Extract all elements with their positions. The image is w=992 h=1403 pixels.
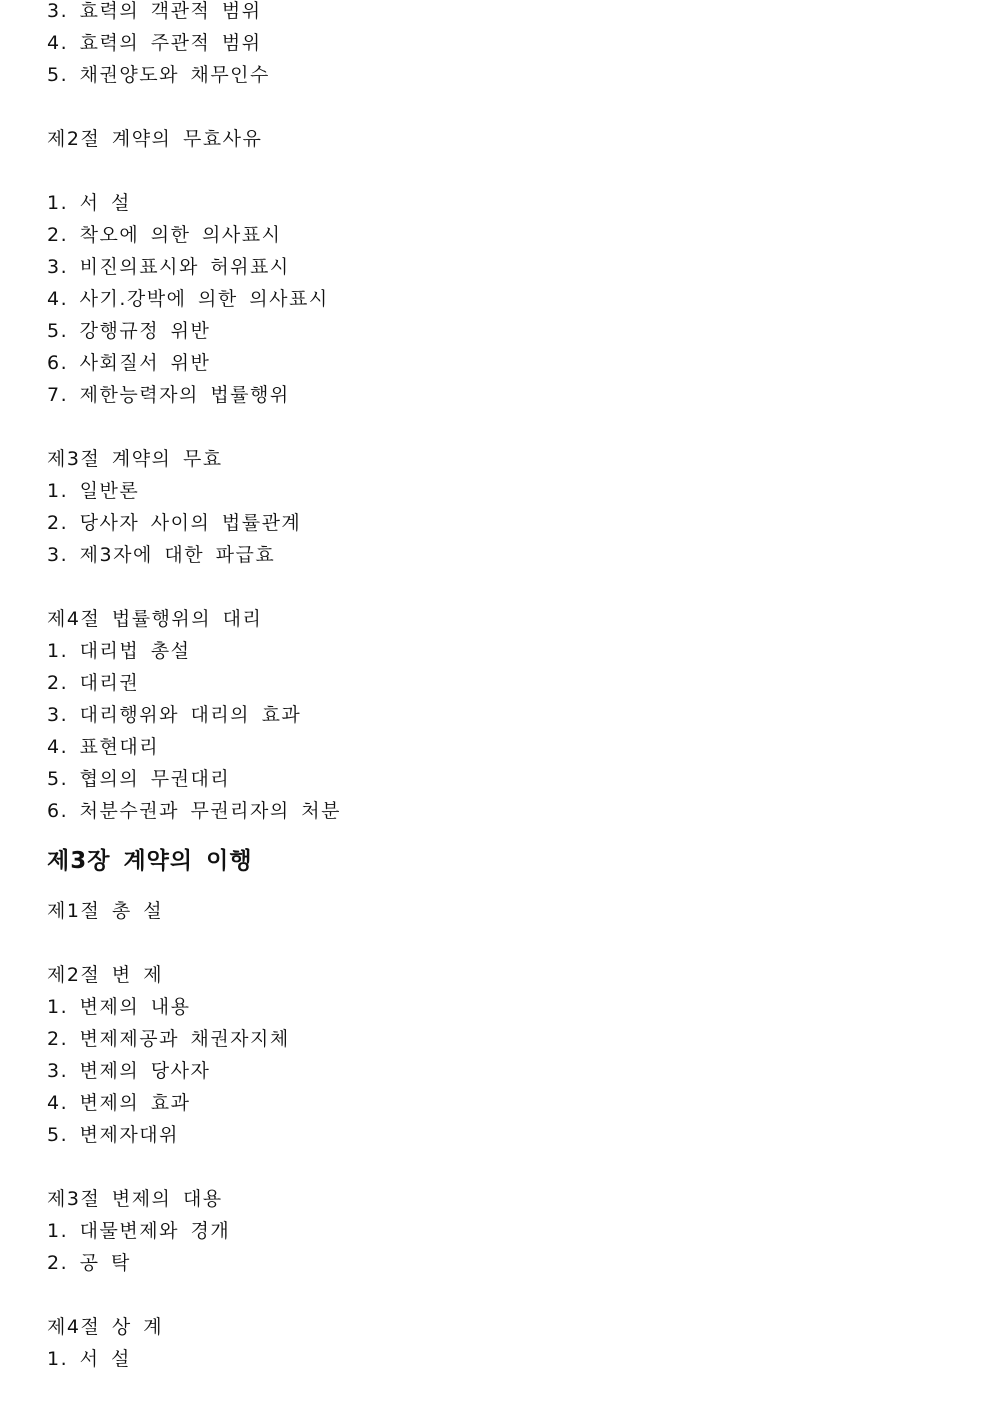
list-item: 1. 변제의 내용 <box>47 996 191 1018</box>
list-item: 4. 표현대리 <box>47 736 160 758</box>
list-item: 4. 효력의 주관적 범위 <box>47 32 262 54</box>
list-item: 4. 변제의 효과 <box>47 1092 191 1114</box>
section-heading: 제2절 변 제 <box>47 964 164 986</box>
list-item: 5. 변제자대위 <box>47 1124 179 1146</box>
list-item: 3. 제3자에 대한 파급효 <box>47 544 276 566</box>
list-item: 3. 비진의표시와 허위표시 <box>47 256 290 278</box>
blank-line <box>47 927 947 959</box>
list-item: 1. 대리법 총설 <box>47 640 191 662</box>
list-item: 6. 사회질서 위반 <box>47 352 211 374</box>
list-item: 3. 대리행위와 대리의 효과 <box>47 704 302 726</box>
list-item: 2. 당사자 사이의 법률관계 <box>47 512 302 534</box>
blank-line <box>47 411 947 443</box>
list-item: 4. 사기.강박에 의한 의사표시 <box>47 288 329 310</box>
list-item: 5. 채권양도와 채무인수 <box>47 64 270 86</box>
section-heading: 제3절 계약의 무효 <box>47 448 223 470</box>
list-item: 1. 일반론 <box>47 480 140 502</box>
section-heading: 제4절 법률행위의 대리 <box>47 608 263 630</box>
list-item: 6. 처분수권과 무권리자의 처분 <box>47 800 341 822</box>
section-heading: 제3절 변제의 대용 <box>47 1188 223 1210</box>
list-item: 5. 강행규정 위반 <box>47 320 211 342</box>
section-heading: 제1절 총 설 <box>47 900 164 922</box>
list-item: 7. 제한능력자의 법률행위 <box>47 384 290 406</box>
section-heading: 제2절 계약의 무효사유 <box>47 128 263 150</box>
list-item: 2. 대리권 <box>47 672 140 694</box>
blank-line <box>47 1279 947 1311</box>
list-item: 3. 효력의 객관적 범위 <box>47 0 262 22</box>
list-item: 2. 착오에 의한 의사표시 <box>47 224 282 246</box>
list-item: 3. 변제의 당사자 <box>47 1060 211 1082</box>
list-item: 2. 공 탁 <box>47 1252 131 1274</box>
list-item: 1. 대물변제와 경개 <box>47 1220 231 1242</box>
list-item: 1. 서 설 <box>47 1348 131 1370</box>
blank-line <box>47 1151 947 1183</box>
section-heading: 제4절 상 계 <box>47 1316 164 1338</box>
list-item: 5. 협의의 무권대리 <box>47 768 231 790</box>
blank-line <box>47 91 947 123</box>
document-page <box>47 0 947 1375</box>
blank-line <box>47 571 947 603</box>
list-item: 2. 변제제공과 채권자지체 <box>47 1028 290 1050</box>
table-of-contents <box>47 0 947 1375</box>
list-item: 1. 서 설 <box>47 192 131 214</box>
chapter-heading: 제3장 계약의 이행 <box>47 848 253 874</box>
blank-line <box>47 155 947 187</box>
